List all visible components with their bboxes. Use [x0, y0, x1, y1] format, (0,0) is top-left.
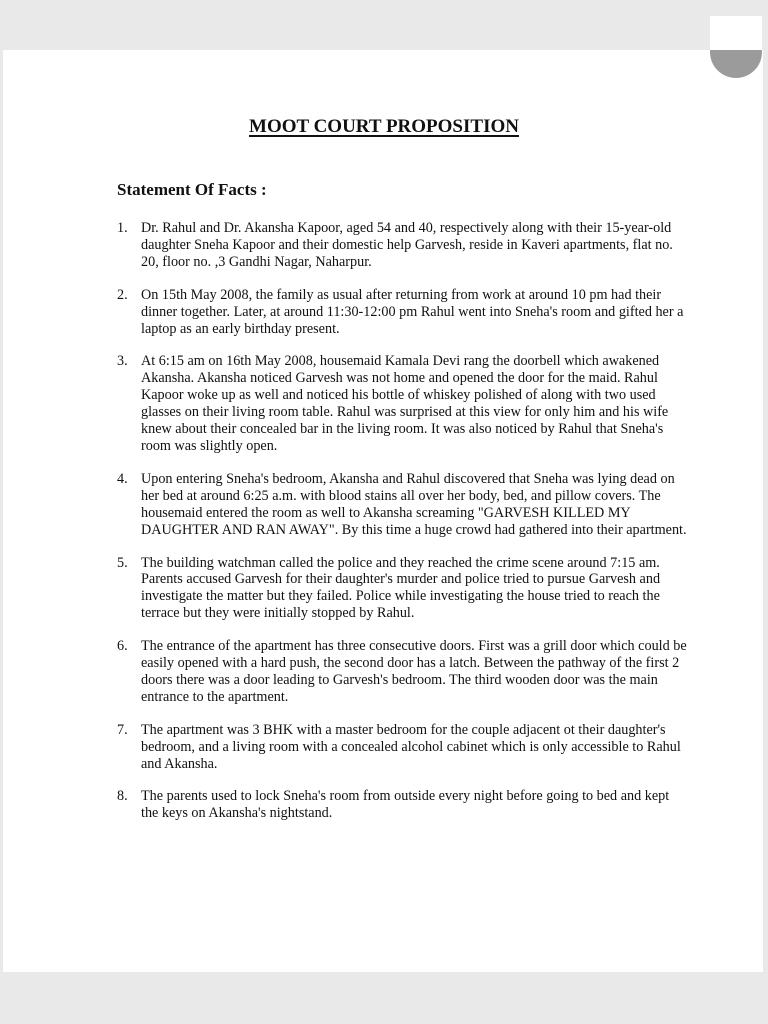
fact-text: The entrance of the apartment has three consecutive doors. First was a grill door which could be easily opened with a hard push, the second door has a latch. Between the pathway of the first 2 doors there was a door leading to Garvesh's bedroom. The third wooden door was the main entrance to the apartment. [141, 638, 687, 705]
fact-number: 1. [117, 220, 128, 236]
fact-item [117, 471, 687, 539]
fact-number: 7. [117, 721, 128, 738]
fact-number: 8. [117, 788, 128, 805]
fact-text: The parents used to lock Sneha's room from outside every night before going to bed and kept the keys on Akansha's nightstand. [141, 788, 670, 822]
fact-item [117, 353, 687, 454]
fact-item [117, 722, 687, 773]
fact-item [117, 638, 687, 706]
fact-number: 6. [117, 638, 128, 655]
fact-number: 2. [117, 286, 128, 303]
document-title-text: MOOT COURT PROPOSITION [249, 116, 519, 137]
fact-text: At 6:15 am on 16th May 2008, housemaid Kamala Devi rang the doorbell which awakened Akansha. Akansha noticed Garvesh was not home and opened the door for the maid. Rahul Kapoor woke up as well and noticed his bottle of whiskey polished of along with two used glasses on their living room table. Rahul was surprised at this view for only him and his wife knew about their concealed bar in the living room. It was also noticed by Rahul that Sneha's room was slightly open. [141, 353, 669, 454]
fact-text: Upon entering Sneha's bedroom, Akansha and Rahul discovered that Sneha was lying dead on her bed at around 6:25 a.m. with blood stains all over her body, bed, and pillow covers. The housemaid entered the room as well to Akansha screaming "GARVESH KILLED MY DAUGHTER AND RAN AWAY". By this time a huge crowd had gathered into their apartment. [141, 470, 687, 538]
corner-tab-mask [710, 16, 762, 50]
fact-number: 4. [117, 470, 128, 487]
fact-text: The apartment was 3 BHK with a master bedroom for the couple adjacent ot their daughter's bedroom, and a living room with a concealed alcohol cabinet which is only accessible to Rahul and Akansha. [141, 721, 681, 772]
facts-list [117, 220, 687, 838]
page-corner-tab[interactable] [710, 16, 762, 78]
fact-item [117, 555, 687, 623]
fact-item [117, 287, 687, 338]
fact-number: 5. [117, 554, 128, 571]
document-title [0, 116, 768, 138]
fact-text: On 15th May 2008, the family as usual after returning from work at around 10 pm had their dinner together. Later, at around 11:30-12:00 pm Rahul went into Sneha's room and gifted her a laptop as an early birthday present. [141, 286, 684, 337]
fact-item [117, 788, 687, 822]
section-heading: Statement Of Facts : [117, 180, 267, 199]
fact-item [117, 220, 687, 271]
fact-text: The building watchman called the police and they reached the crime scene around 7:15 am. Parents accused Garvesh for their daughter's murder and police tried to pursue Garvesh and investigate the matter but they failed. Police while investigating the house tried to reach the terrace but they were initially stopped by Rahul. [141, 554, 661, 622]
fact-number: 3. [117, 353, 128, 370]
fact-text: Dr. Rahul and Dr. Akansha Kapoor, aged 54 and 40, respectively along with their 15-year-old daughter Sneha Kapoor and their domestic help Garvesh, reside in Kaveri apartments, flat no. 20, floor no. ,3 Gandhi Nagar, Naharpur. [141, 220, 673, 270]
